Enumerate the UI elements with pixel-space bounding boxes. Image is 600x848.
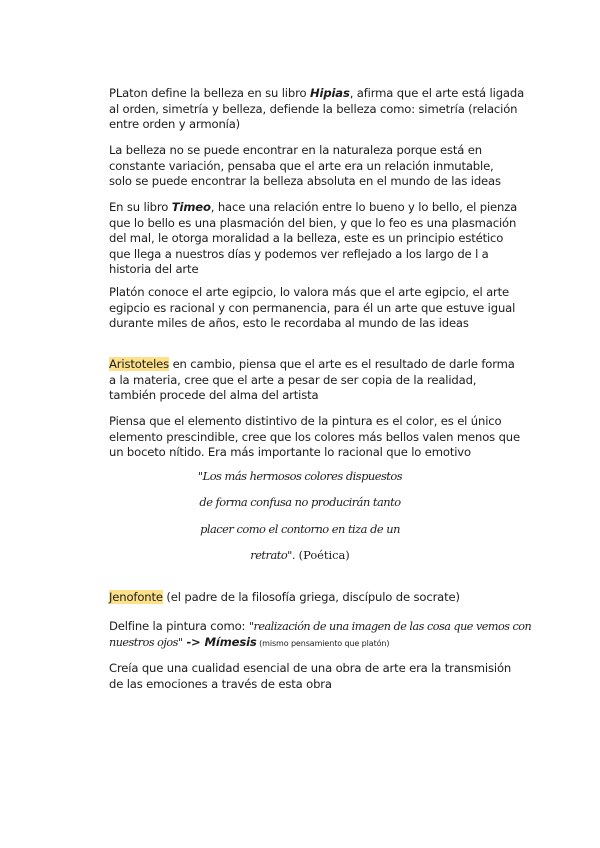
text-run: , hace una relación entre lo bueno y lo bello, el pienza (210, 200, 518, 214)
text-line: constante variación, pensaba que el arte era un relación inmutable, (109, 158, 494, 173)
text-run: Delfine la pintura como: (109, 619, 249, 633)
highlighted-name-jenofonte: Jenofonte (109, 590, 163, 604)
quote-source: (Poética) (295, 548, 350, 562)
text-line: Platón conoce el arte egipcio, lo valora más que el arte egipcio, el arte (109, 285, 510, 299)
text-line (109, 357, 529, 373)
paragraph-color (109, 414, 529, 461)
text-line (109, 590, 529, 606)
text-line: de las emociones a través de esta obra (109, 676, 332, 691)
paragraph-aristoteles (109, 357, 529, 404)
paragraph-belleza (109, 143, 529, 190)
text-line: elemento prescindible, cree que los colores más bellos valen menos que (109, 429, 520, 444)
text-line (109, 86, 529, 102)
paragraph-definicion-pintura (109, 619, 532, 651)
quote-line: de forma confusa no producirán tanto (199, 495, 401, 509)
text-line: a la materia, cree que el arte a pesar de ser copia de la realidad, (109, 372, 477, 387)
text-line: al orden, simetría y belleza, defiende la belleza como: simetría (relación (109, 101, 518, 116)
definition-quote: nuestros ojos" (109, 635, 183, 649)
text-run: en cambio, piensa que el arte es el resultado de darle forma (169, 357, 515, 371)
paragraph-emociones (109, 661, 529, 692)
text-line: solo se puede encontrar la belleza absoluta en el mundo de las ideas (109, 174, 501, 189)
text-line: un boceto nítido. Era más importante lo racional que lo emotivo (109, 445, 471, 460)
text-line: durante miles de años, esto le recordaba al mundo de las ideas (109, 316, 469, 331)
text-line: egipcio es racional y con permanencia, para él un arte que estuve igual (109, 300, 516, 315)
quote-line-last (0, 548, 600, 562)
quote-text: retrato". (250, 548, 296, 562)
paragraph-timeo (109, 200, 529, 278)
text-line: que llega a nuestros días y podemos ver reflejado a los largo de l a (109, 246, 489, 261)
text-line: Piensa que el elemento distintivo de la pintura es el color, es el único (109, 414, 502, 428)
quote-line: placer como el contorno en tiza de un (200, 522, 400, 536)
term-mimesis: Mímesis (204, 634, 257, 649)
text-line (109, 619, 532, 635)
text-line (109, 635, 529, 652)
text-run: PLaton define la belleza en su libro (109, 86, 310, 100)
text-line: también procede del alma del artista (109, 388, 319, 403)
book-title-hipias: Hipias (309, 86, 350, 100)
side-note: (mismo pensamiento que platón) (256, 638, 390, 648)
text-line: Creía que una cualidad esencial de una obra de arte era la transmisión (109, 661, 512, 675)
text-run: En su libro (109, 200, 172, 214)
text-line: que lo bello es una plasmación del bien, y que lo feo es una plasmación (109, 215, 517, 230)
highlighted-name-aristoteles: Aristoteles (109, 357, 170, 371)
text-line (109, 200, 529, 216)
paragraph-platon (109, 86, 529, 133)
quote-line: "Los más hermosos colores dispuestos (197, 469, 403, 483)
text-run: (el padre de la filosofía griega, discípulo de socrate) (162, 590, 460, 604)
arrow-text: -> (182, 634, 205, 649)
text-line: entre orden y armonía) (109, 117, 241, 132)
book-title-timeo: Timeo (171, 200, 211, 214)
paragraph-jenofonte (109, 590, 529, 606)
text-line: La belleza no se puede encontrar en la naturaleza porque está en (109, 143, 482, 157)
definition-quote: "realización de una imagen de las cosa que vemos con (248, 620, 532, 633)
text-line: historia del arte (109, 262, 199, 277)
text-run: , afirma que el arte está ligada (349, 86, 525, 100)
paragraph-arte-egipcio (109, 285, 529, 332)
text-line: del mal, le otorga moralidad a la belleza, este es un principio estético (109, 231, 504, 246)
